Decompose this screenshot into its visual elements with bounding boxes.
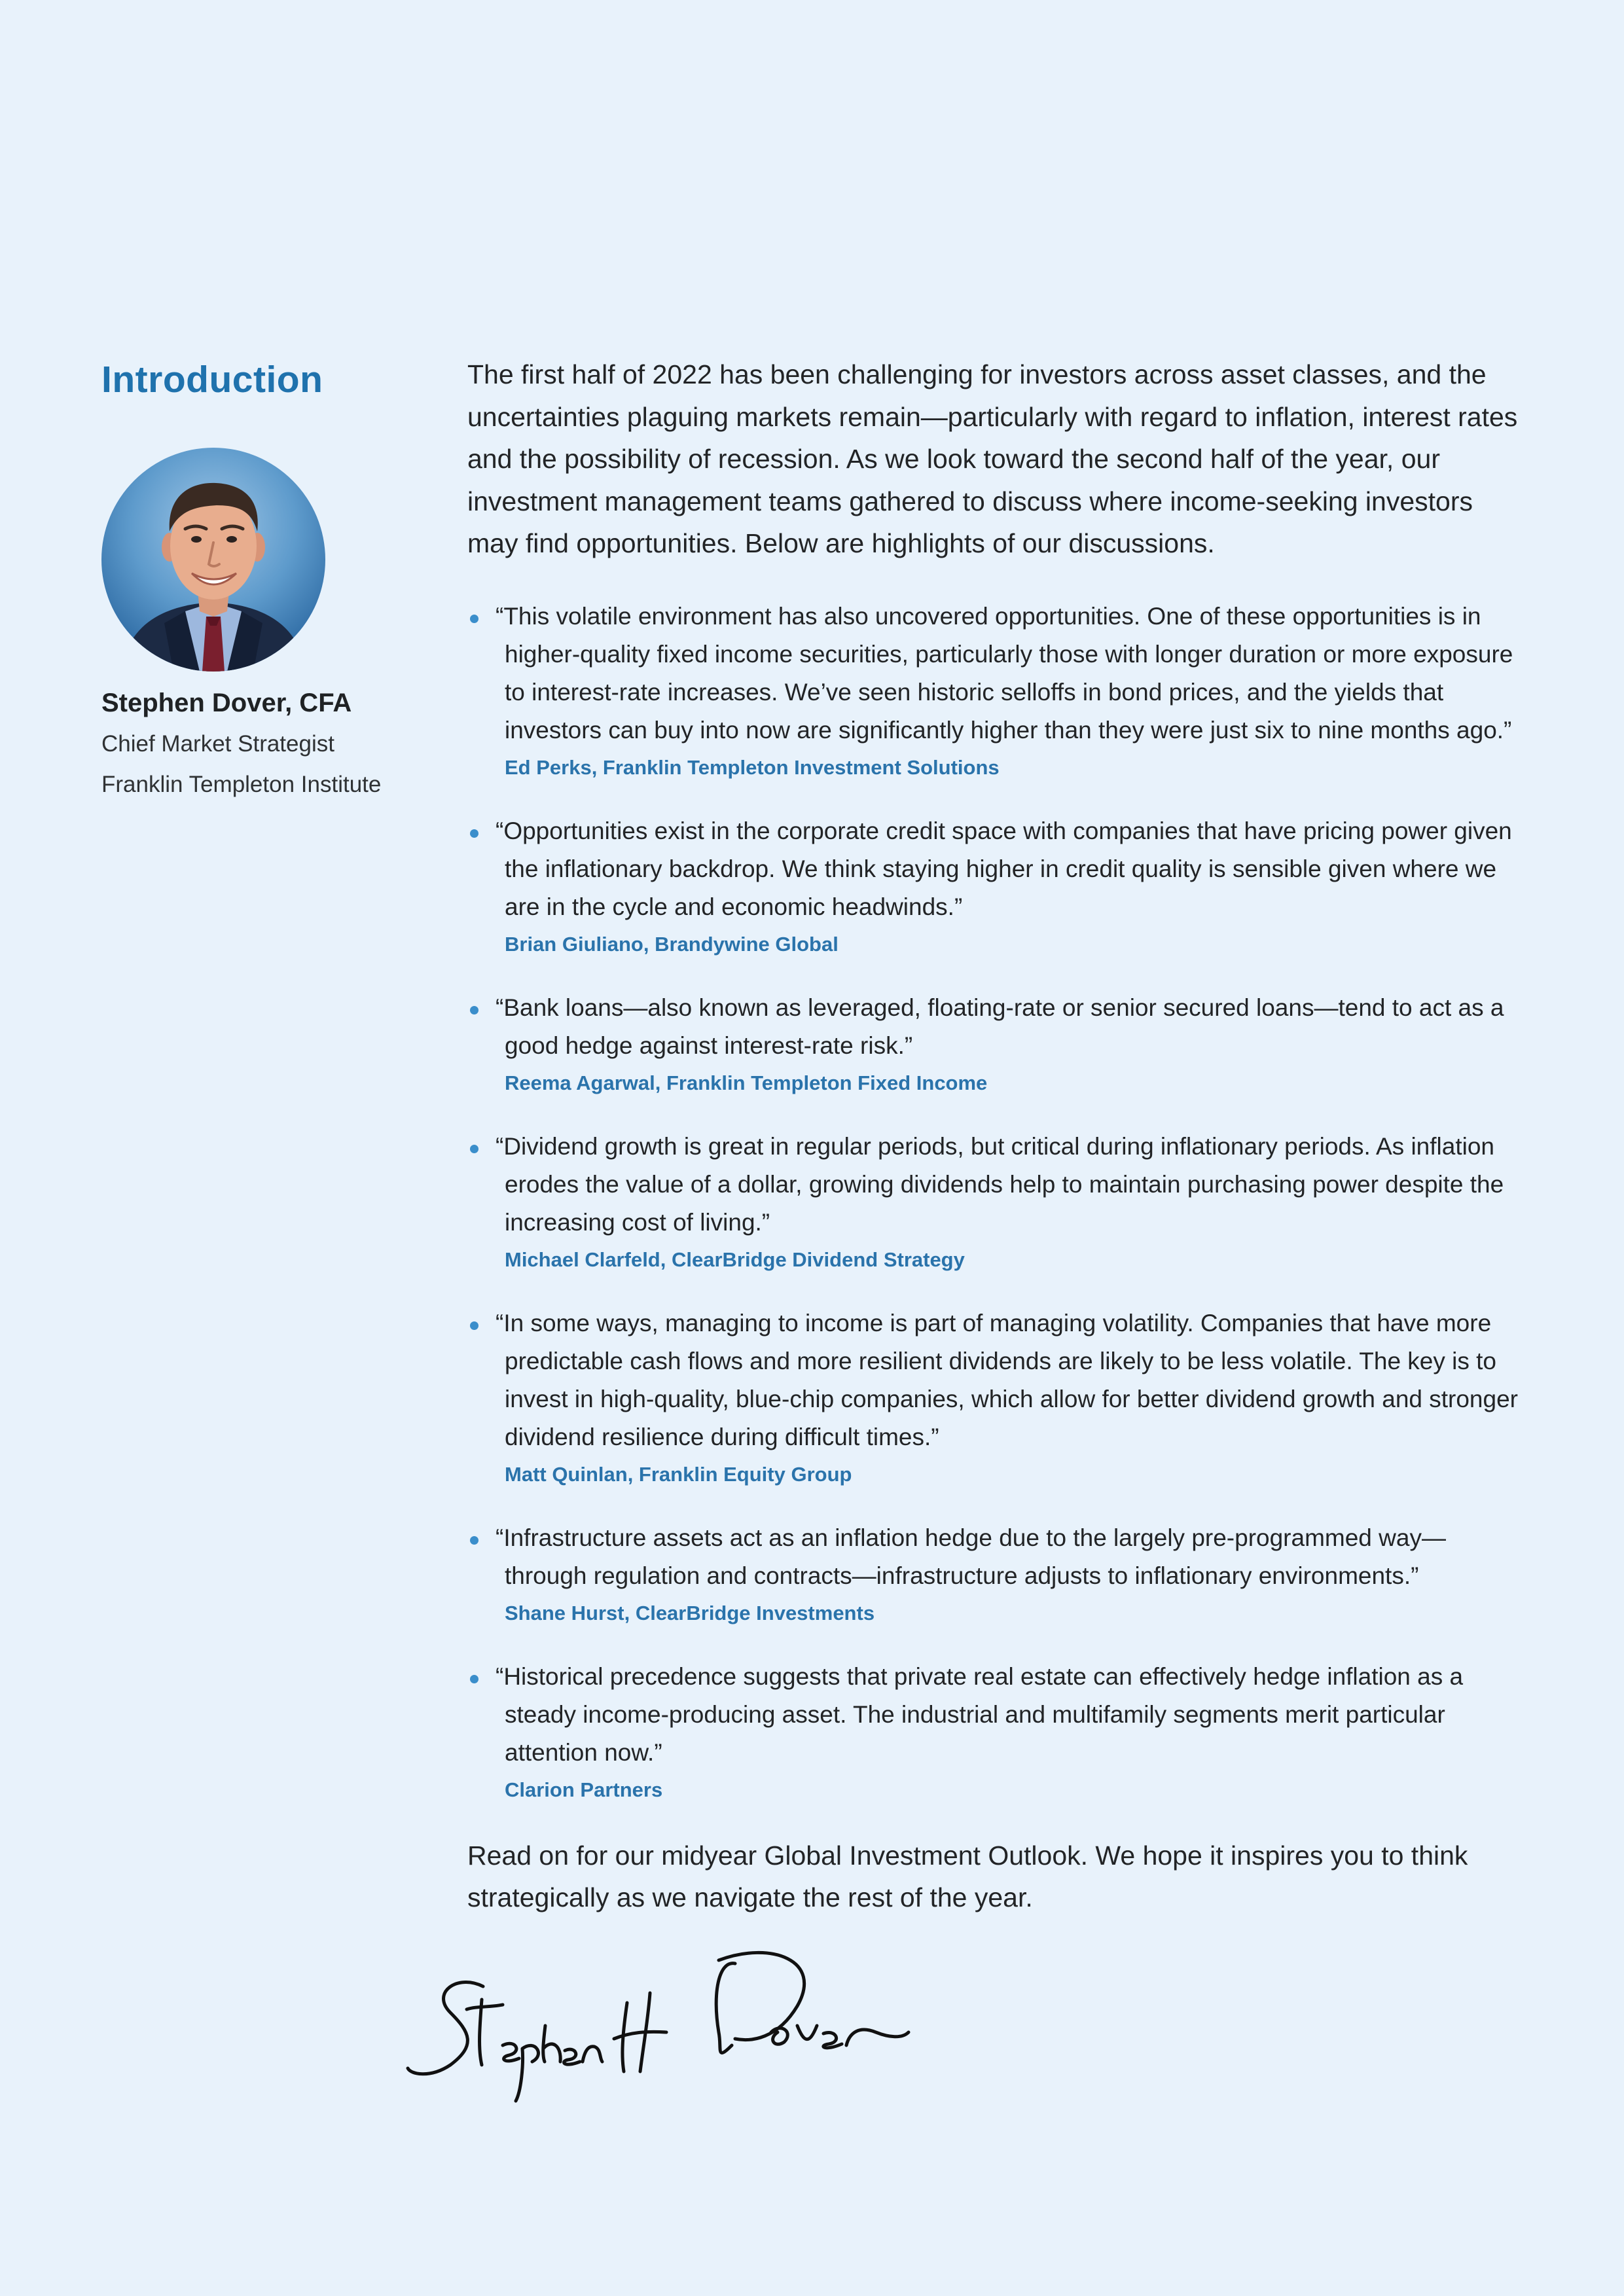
quote-author: Brian Giuliano, Brandywine Global	[505, 932, 839, 956]
quote-author: Shane Hurst, ClearBridge Investments	[505, 1601, 875, 1624]
quote-item	[467, 1658, 1521, 1808]
main-content	[467, 353, 1521, 1919]
quote-item	[467, 1304, 1521, 1493]
quote-item	[467, 1519, 1521, 1632]
signature	[405, 1934, 961, 2104]
closing-paragraph: Read on for our midyear Global Investment Outlook. We hope it inspires you to think strategically as we navigate the rest of the year.	[467, 1840, 1468, 1912]
quote-text: “Bank loans—also known as leveraged, floating-rate or senior secured loans—tend to act as a good hedge against interest-rate risk.”	[496, 994, 1504, 1059]
quote-text: “Dividend growth is great in regular periods, but critical during inflationary periods. As inflation erodes the value of a dollar, growing dividends help to maintain purchasing power despite the increasing cost of living.”	[496, 1132, 1504, 1236]
quote-text: “Opportunities exist in the corporate credit space with companies that have pricing power given the inflationary backdrop. We think staying higher in credit quality is sensible given where we are in the cycle and economic headwinds.”	[496, 817, 1512, 920]
quote-text: “Historical precedence suggests that private real estate can effectively hedge inflation as a steady income-producing asset. The industrial and multifamily segments merit particular attention now.”	[496, 1662, 1464, 1766]
intro-paragraph: The first half of 2022 has been challenging for investors across asset classes, and the uncertainties plaguing markets remain—particularly with regard to inflation, interest rates and the possibility of recession. As we look toward the second half of the year, our investment management teams gathered to discuss where income-seeking investors may find opportunities. Below are highlights of our discussions.	[467, 359, 1518, 558]
quote-list	[467, 598, 1521, 1808]
quote-author: Clarion Partners	[505, 1778, 663, 1801]
quote-item	[467, 598, 1521, 786]
author-organization: Franklin Templeton Institute	[101, 772, 382, 797]
quote-text: “Infrastructure assets act as an inflation hedge due to the largely pre-programmed way—through regulation and contracts—infrastructure adjusts to inflationary environments.”	[496, 1524, 1446, 1589]
quote-author: Ed Perks, Franklin Templeton Investment Solutions	[505, 755, 1000, 779]
quote-author: Reema Agarwal, Franklin Templeton Fixed Income	[505, 1071, 988, 1094]
portrait-illustration	[101, 448, 325, 672]
sidebar	[101, 353, 429, 797]
quote-author: Michael Clarfeld, ClearBridge Dividend Strategy	[505, 1247, 965, 1271]
section-title: Introduction	[101, 359, 323, 401]
author-name: Stephen Dover, CFA	[101, 689, 352, 717]
quote-item	[467, 989, 1521, 1102]
quote-author: Matt Quinlan, Franklin Equity Group	[505, 1462, 852, 1486]
quote-item	[467, 812, 1521, 963]
quote-text: “This volatile environment has also uncovered opportunities. One of these opportunities is in higher-quality fixed income securities, particularly those with longer duration or more exposure to interest-rate increases. We’ve seen historic selloffs in bond prices, and the yields that investors can buy into now are significantly higher than they were just six to nine months ago.”	[496, 602, 1513, 744]
quote-text: “In some ways, managing to income is part of managing volatility. Companies that have more predictable cash flows and more resilient dividends are likely to be less volatile. The key is to invest in high-quality, blue-chip companies, which allow for better dividend growth and stronger dividend resilience during difficult times.”	[496, 1309, 1518, 1450]
author-portrait	[101, 448, 325, 672]
quote-item	[467, 1128, 1521, 1278]
author-role: Chief Market Strategist	[101, 731, 334, 757]
